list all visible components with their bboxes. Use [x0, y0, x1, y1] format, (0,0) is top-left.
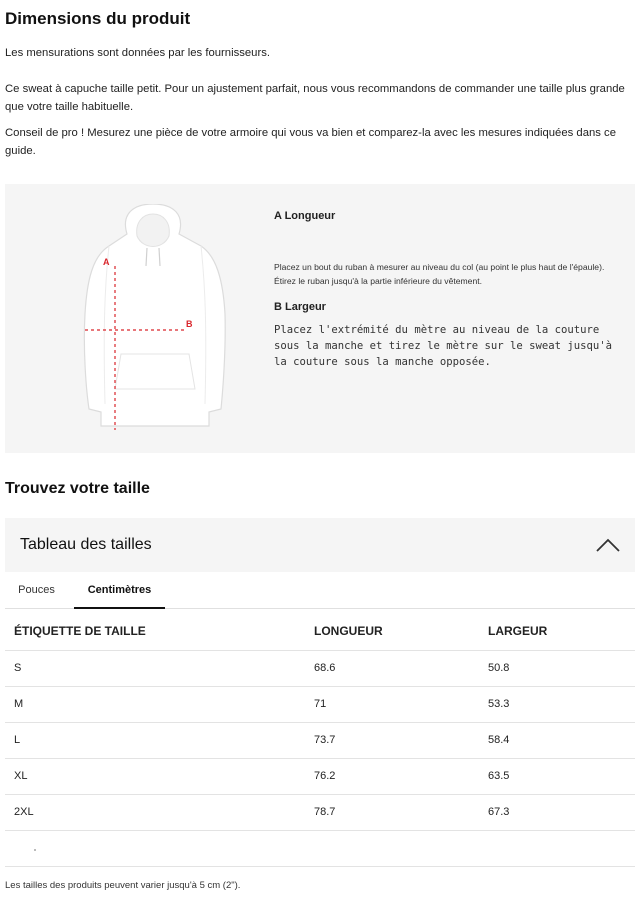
width-title: B Largeur [274, 301, 326, 313]
hood-inner [137, 214, 170, 247]
table-row [5, 722, 635, 758]
unit-tabs [5, 574, 635, 609]
table-spacer-row [5, 830, 635, 866]
table-row [5, 758, 635, 794]
size-table [5, 613, 635, 867]
table-row [5, 686, 635, 722]
measurement-figure-panel [5, 184, 635, 453]
length-description: Placez un bout du ruban à mesurer au niveau du col (au point le plus haut de l'épaule). Étirez le ruban jusqu'à la partie inférieure du vêtement. [274, 262, 605, 286]
intro-paragraph-fit: Ce sweat à capuche taille petit. Pour un ajustement parfait, nous vous recommandons de commander une taille plus grande que votre taille habituelle. [5, 83, 625, 113]
size-chart-accordion[interactable] [5, 518, 635, 572]
size-cell: XL [5, 758, 305, 794]
width-cell: 53.3 [479, 686, 635, 722]
tab-centimetres[interactable]: Centimètres [74, 574, 165, 609]
size-cell: 2XL [5, 794, 305, 830]
spacer-dot [34, 849, 36, 851]
find-size-heading: Trouvez votre taille [5, 480, 150, 497]
size-variance-note: Les tailles des produits peuvent varier jusqu'à 5 cm (2"). [5, 880, 241, 891]
page-title: Dimensions du produit [5, 9, 191, 28]
length-cell: 76.2 [305, 758, 479, 794]
header-size-label: ÉTIQUETTE DE TAILLE [5, 613, 305, 650]
table-header-row [5, 613, 635, 650]
chevron-up-icon[interactable] [595, 534, 621, 556]
header-length: LONGUEUR [305, 613, 479, 650]
length-cell: 68.6 [305, 650, 479, 686]
length-cell: 73.7 [305, 722, 479, 758]
size-cell: L [5, 722, 305, 758]
length-cell: 78.7 [305, 794, 479, 830]
hoodie-svg [71, 204, 241, 436]
size-cell: S [5, 650, 305, 686]
width-description: Placez l'extrémité du mètre au niveau de la couture sous la manche et tirez le mètre sur le sweat jusqu'à la couture sous la manche opposée. [274, 324, 613, 368]
intro-paragraph-source: Les mensurations sont données par les fournisseurs. [5, 47, 270, 59]
tab-pouces[interactable]: Pouces [18, 584, 55, 596]
length-title: A Longueur [274, 210, 336, 222]
marker-a-label: A [103, 257, 110, 267]
width-cell: 50.8 [479, 650, 635, 686]
hoodie-illustration [71, 204, 241, 436]
width-cell: 67.3 [479, 794, 635, 830]
table-row [5, 650, 635, 686]
header-width: LARGEUR [479, 613, 635, 650]
intro-paragraph-tip: Conseil de pro ! Mesurez une pièce de votre armoire qui vous va bien et comparez-la avec les mesures indiquées dans ce guide. [5, 127, 616, 157]
length-cell: 71 [305, 686, 479, 722]
width-cell: 63.5 [479, 758, 635, 794]
accordion-title: Tableau des tailles [20, 536, 152, 553]
width-cell: 58.4 [479, 722, 635, 758]
size-cell: M [5, 686, 305, 722]
table-row [5, 794, 635, 830]
marker-b-label: B [186, 319, 193, 329]
